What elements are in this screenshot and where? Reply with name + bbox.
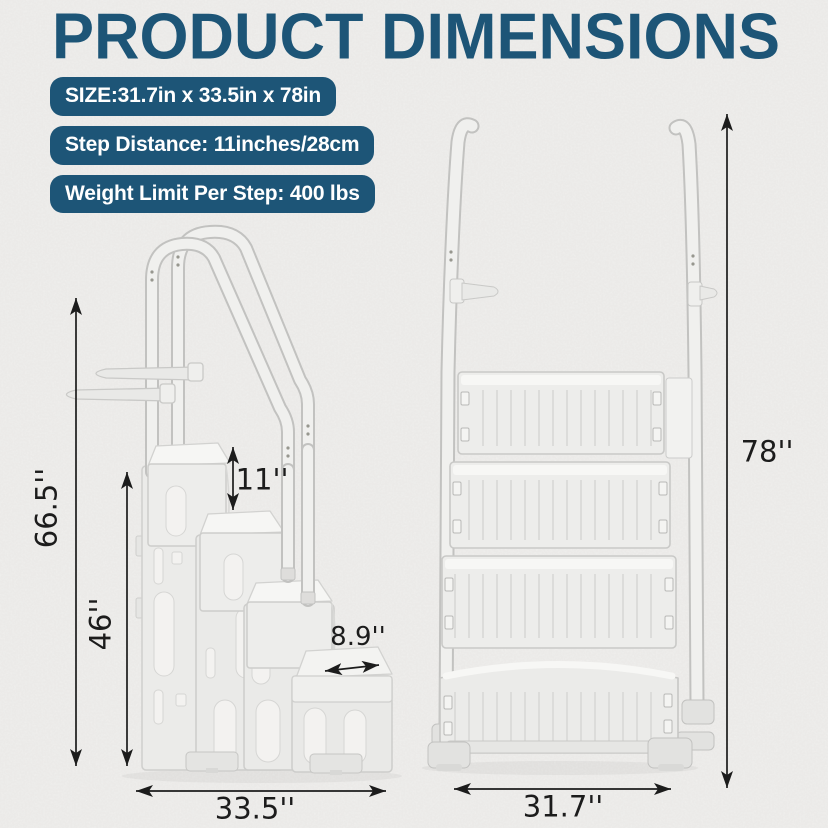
spec-badge-weight-limit: Weight Limit Per Step: 400 lbs [50, 175, 375, 214]
dimension-label-step-distance: 11'' [235, 462, 289, 497]
dimension-label-step-stack-height: 46'' [83, 597, 118, 651]
dimension-label-overall-height: 78'' [740, 434, 794, 469]
spec-badges [50, 77, 375, 213]
page-title: PRODUCT DIMENSIONS [52, 0, 781, 73]
dimension-label-rail-height: 66.5'' [29, 467, 64, 549]
dimension-label-side-width: 33.5'' [214, 791, 296, 826]
dimension-label-front-width: 31.7'' [522, 789, 604, 824]
spec-badge-size: SIZE:31.7in x 33.5in x 78in [50, 77, 336, 116]
dimension-label-step-depth: 8.9'' [330, 622, 386, 652]
spec-badge-step-distance: Step Distance: 11inches/28cm [50, 126, 374, 165]
